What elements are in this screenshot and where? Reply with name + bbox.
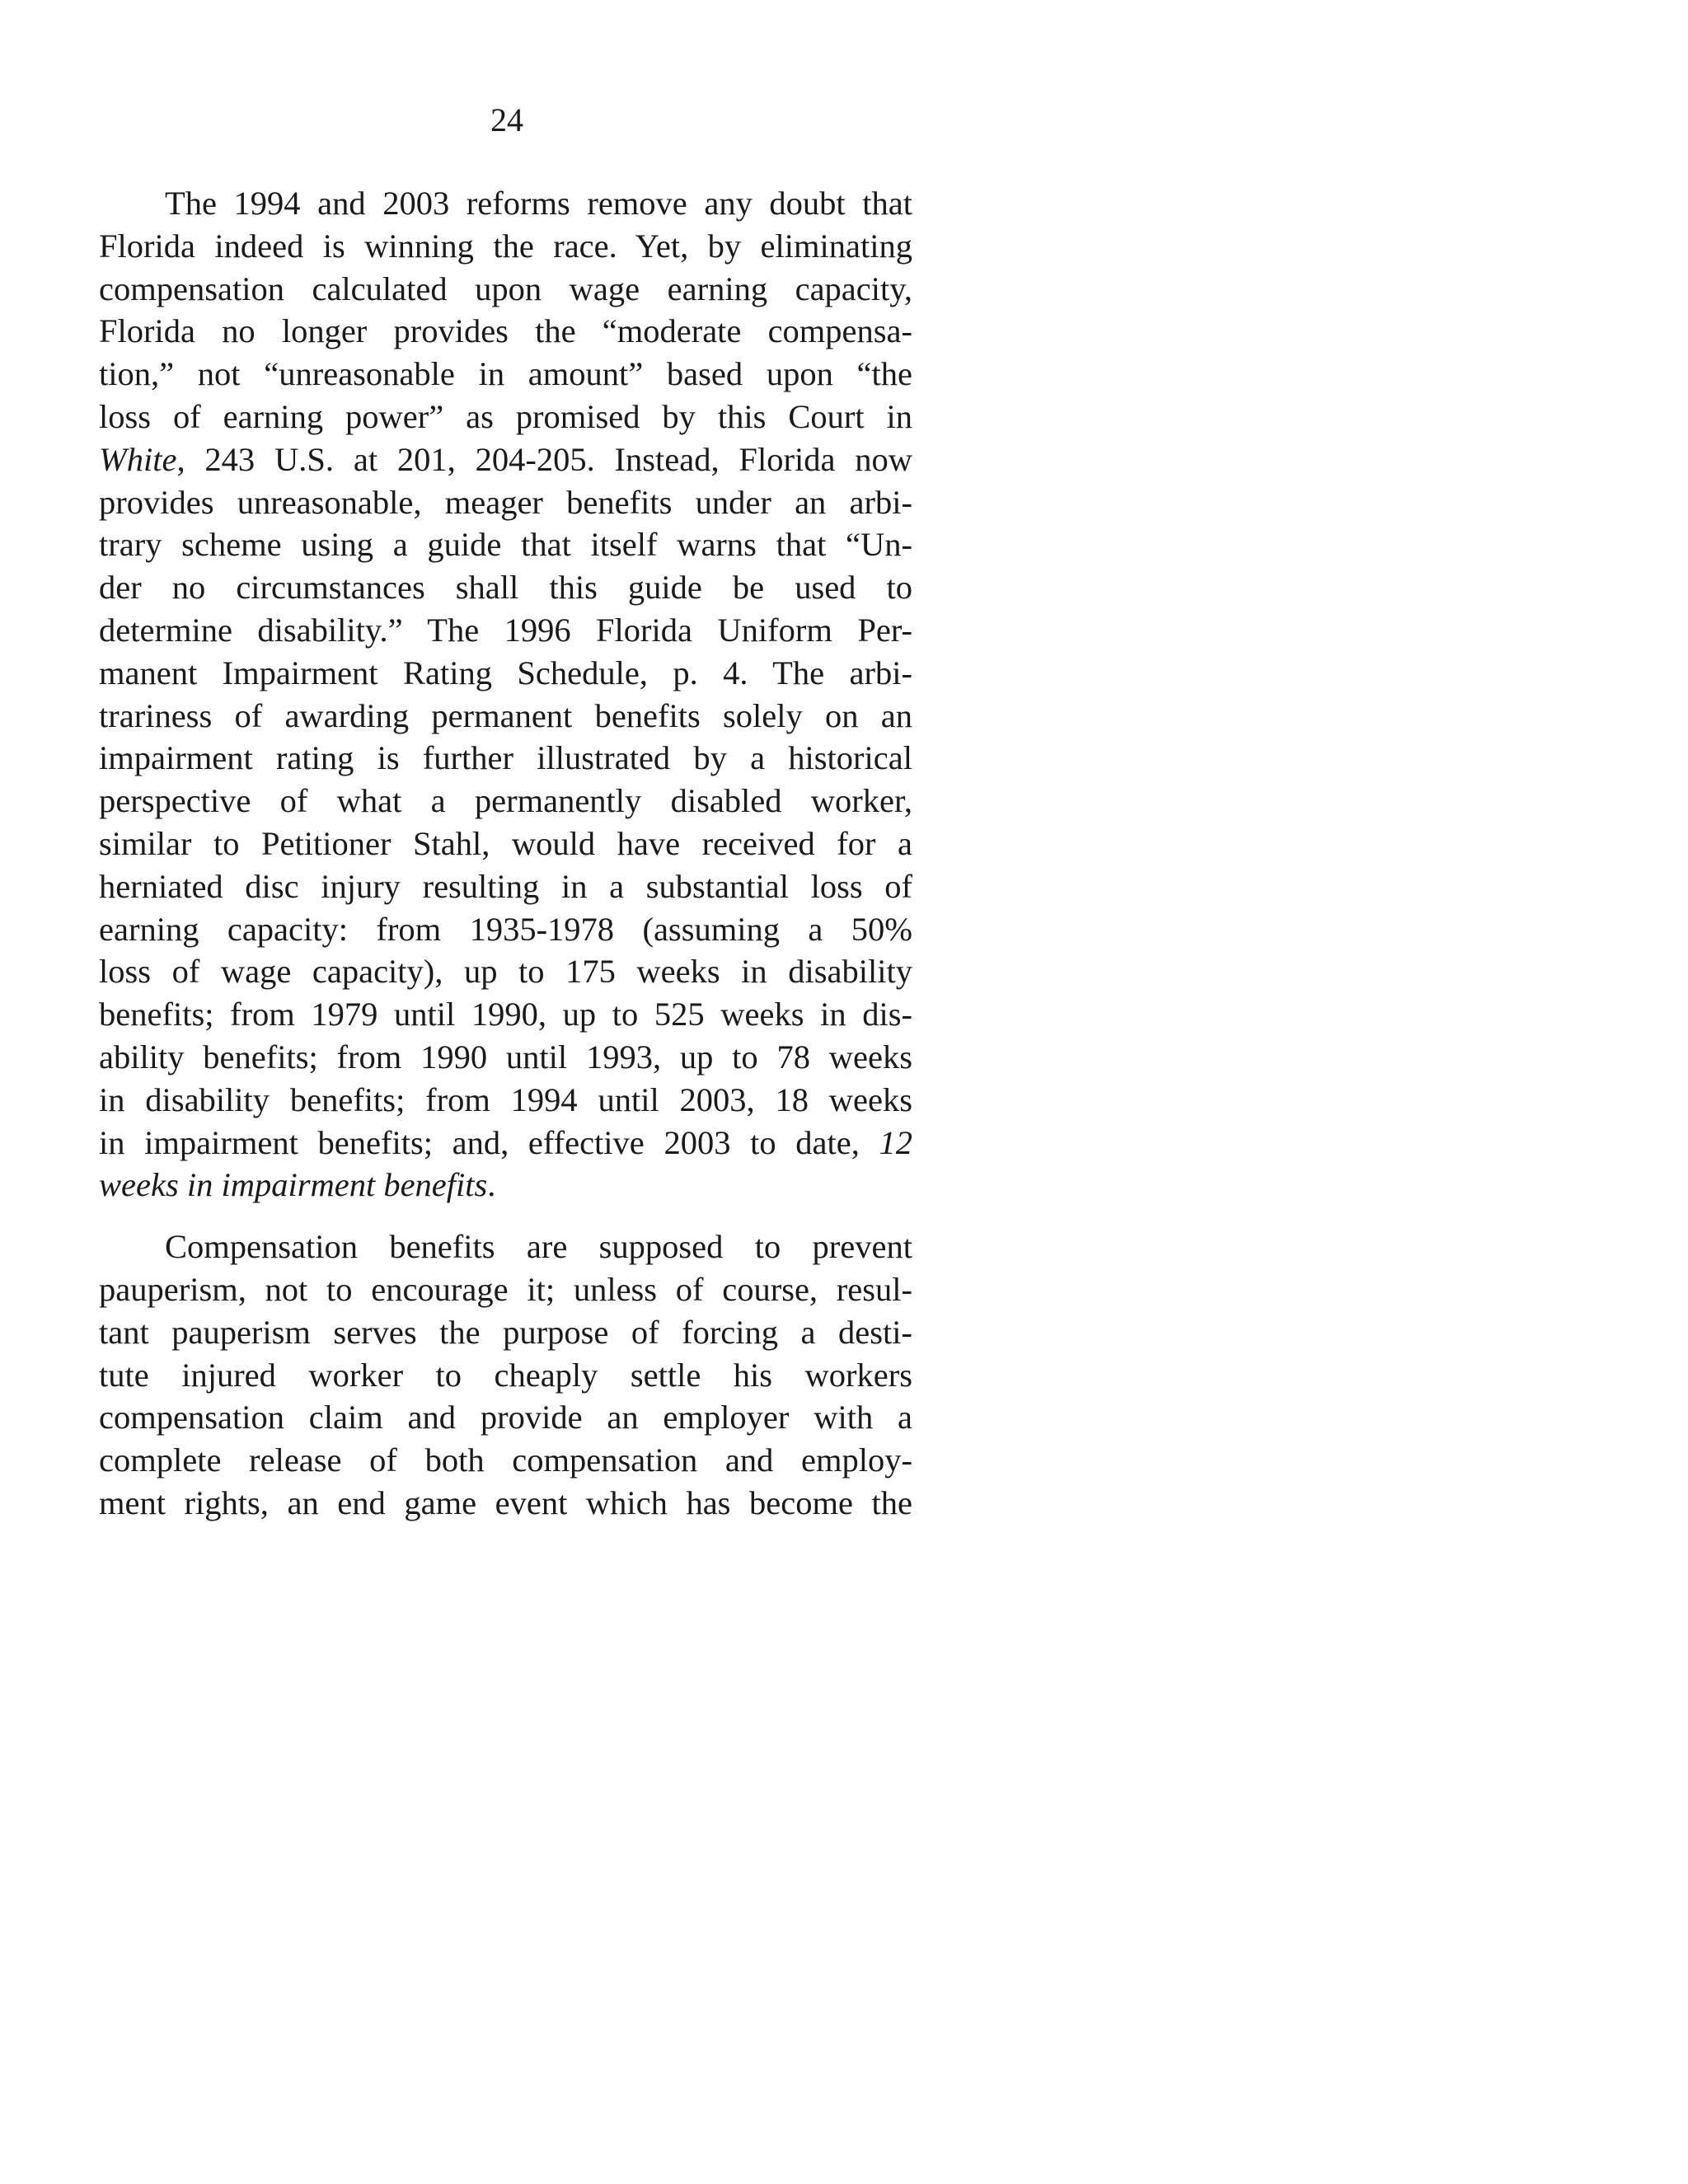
emphasis-text: 12	[879, 1123, 912, 1161]
body-text	[99, 182, 912, 1525]
text-line: ment rights, an end game event which has become the	[99, 1483, 912, 1521]
text-line	[99, 1122, 912, 1165]
text-line: Compensation benefits are supposed to prevent	[165, 1228, 912, 1266]
text-line: tant pauperism serves the purpose of forcing a desti-	[99, 1313, 912, 1351]
emphasis-text: weeks in impairment benefits	[99, 1166, 488, 1204]
citation-text: , 243 U.S. at 201, 204-205. Instead, Florida now	[176, 440, 912, 478]
text-line: manent Impairment Rating Schedule, p. 4. The arbi-	[99, 654, 912, 691]
text-line: in disability benefits; from 1994 until 2003, 18 weeks	[99, 1080, 912, 1118]
paragraph-2	[99, 1226, 912, 1525]
text-line: trariness of awarding permanent benefits solely on an	[99, 696, 912, 734]
text-line: compensation calculated upon wage earning capacity,	[99, 269, 912, 307]
text-line: tute injured worker to cheaply settle his workers	[99, 1356, 912, 1394]
text-line: complete release of both compensation and employ-	[99, 1441, 912, 1479]
text-line: loss of earning power” as promised by this Court in	[99, 397, 912, 435]
page-number: 24	[490, 101, 523, 138]
text-line: impairment rating is further illustrated by a historical	[99, 739, 912, 777]
text-line: ability benefits; from 1990 until 1993, up to 78 weeks	[99, 1038, 912, 1076]
text-line: loss of wage capacity), up to 175 weeks in disability	[99, 953, 912, 991]
text-line: benefits; from 1979 until 1990, up to 525 weeks in dis-	[99, 996, 912, 1033]
paragraph-1	[99, 182, 912, 1207]
text-line: similar to Petitioner Stahl, would have received for a	[99, 824, 912, 862]
text-line: pauperism, not to encourage it; unless of course, resul-	[99, 1270, 912, 1308]
text-line	[99, 438, 912, 481]
text-line: earning capacity: from 1935-1978 (assuming a 50%	[99, 910, 912, 948]
text-line: perspective of what a permanently disabled worker,	[99, 782, 912, 820]
text-line: der no circumstances shall this guide be used to	[99, 569, 912, 607]
text-segment: in impairment benefits; and, effective 2003 to date,	[99, 1123, 879, 1161]
text-line: Florida indeed is winning the race. Yet, by eliminating	[99, 227, 912, 265]
text-line: provides unreasonable, meager benefits under an arbi-	[99, 483, 912, 521]
text-line: tion,” not “unreasonable in amount” based upon “the	[99, 355, 912, 393]
text-line	[99, 1164, 912, 1207]
case-name-white: White	[99, 440, 177, 478]
text-line: The 1994 and 2003 reforms remove any doubt that	[165, 185, 912, 222]
text-line: Florida no longer provides the “moderate compensa-	[99, 312, 912, 350]
text-line: determine disability.” The 1996 Florida Uniform Per-	[99, 611, 912, 649]
text-line: herniated disc injury resulting in a substantial loss of	[99, 867, 912, 905]
text-line: compensation claim and provide an employer with a	[99, 1399, 912, 1436]
text-line: trary scheme using a guide that itself warns that “Un-	[99, 526, 912, 564]
text-segment: .	[487, 1166, 496, 1204]
